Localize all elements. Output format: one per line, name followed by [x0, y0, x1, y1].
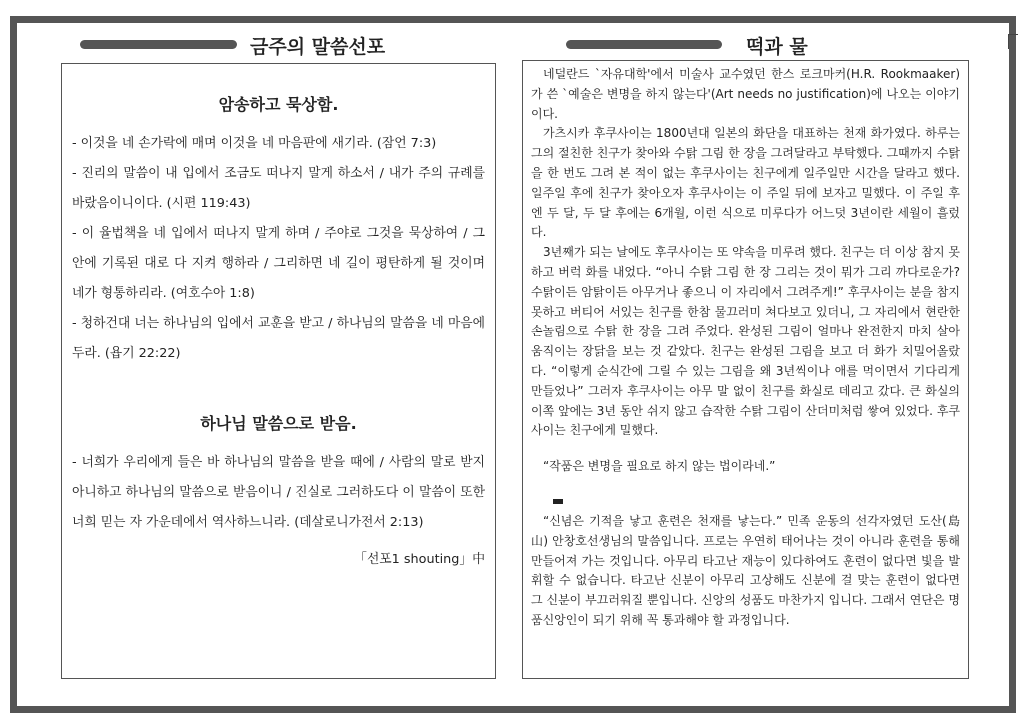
story-quote: “작품은 변명을 필요로 하지 않는 법이라네.” — [543, 459, 776, 474]
verse-item: - 청하건대 너는 하나님의 입에서 교훈을 받고 / 하나님의 말씀을 네 마음에 두라. (욥기 22:22) — [72, 316, 485, 361]
right-heading: 떡과 물 — [746, 36, 808, 58]
verse-item: - 진리의 말씀이 내 입에서 조금도 떠나지 말게 하소서 / 내가 주의 규례를 바랐음이니이다. (시편 119:43) — [72, 166, 485, 211]
section-title-receive: 하나님 말씀으로 받음. — [200, 414, 357, 433]
story-paragraph: 네덜란드 `자유대학'에서 미술사 교수였던 한스 로크마커(H.R. Rookmaaker)가 쓴 `예술은 변명을 하지 않는다'(Art needs no justification)에 나오는 이야기이다. — [531, 67, 960, 121]
verse-item: - 이 율법책을 네 입에서 떠나지 말게 하며 / 주야로 그것을 묵상하여 / 그 안에 기록된 대로 다 지켜 행하라 / 그리하면 네 길이 평탄하게 될 것이며 네가 형통하리라. (여호수아 1:8) — [72, 226, 485, 301]
right-heading-bar — [566, 40, 722, 49]
left-panel — [61, 63, 496, 679]
story-paragraph: 가츠시카 후쿠사이는 1800년대 일본의 화단을 대표하는 천재 화가였다. 하루는 그의 절친한 친구가 찾아와 수탉 그림 한 장을 그려달라고 부탁했다. 그때까지 수탉을 한 번도 그려 본 적이 없는 후쿠사이는 친구에게 일주일만 시간을 달라고 했다. 일주일 후에 친구가 찾아오자 후쿠사이는 이 주일 뒤에 보자고 밀했다. 이 주일 후엔 두 달, 두 달 후에는 6개월, 이런 식으로 미루다가 어느덧 3년이란 세월이 흘렀다. — [531, 126, 960, 240]
source-citation: 「선포1 shouting」中 — [354, 552, 485, 567]
right-panel — [522, 60, 969, 679]
corner-mark — [1008, 34, 1018, 49]
left-heading: 금주의 말씀선포 — [250, 36, 386, 58]
verse-item: - 너희가 우리에게 들은 바 하나님의 말씀을 받을 때에 / 사람의 말로 받지 아니하고 하나님의 말씀으로 받음이니 / 진실로 그러하도다 이 말씀이 또한 너희 믿는 자 가운데에서 역사하느니라. (데살로니가전서 2:13) — [72, 455, 485, 530]
section-title-memorize: 암송하고 묵상함. — [218, 95, 339, 114]
verse-item: - 이것을 네 손가락에 매며 이것을 네 마음판에 새기라. (잠언 7:3) — [72, 136, 437, 151]
left-heading-bar — [80, 40, 237, 49]
section-gap — [72, 369, 485, 403]
closing-paragraph: “신념은 기적을 낳고 훈련은 천재를 낳는다.” 민족 운동의 선각자였던 도산(島山) 안창호선생님의 말씀입니다. 프로는 우연히 태어나는 것이 아니라 훈련을 통해 만들어져 가는 것입니다. 아무리 타고난 재능이 있다하여도 훈련이 없다면 빛을 발휘할 수 없습니다. 타고난 신분이 아무리 고상해도 신분에 걸 맞는 훈련이 없다면 그 신분이 부끄러워질 뿐입니다. 신앙의 성품도 마찬가지 입니다. 그래서 연단은 명품신앙인이 되기 위해 꼭 통과해야 할 과정입니다. — [531, 513, 960, 627]
section-marker — [553, 499, 563, 504]
story-paragraph: 3년째가 되는 날에도 후쿠사이는 또 약속을 미루려 했다. 친구는 더 이상 참지 못하고 버럭 화를 내었다. “아니 수탉 그림 한 장 그리는 것이 뭐가 그리 까다로운가? 수탉이든 암탉이든 아무거나 좋으니 이 자리에서 그려주게!” 후쿠사이는 분을 참지 못하고 버티어 서있는 친구를 한참 물끄러미 쳐다보고 있더니, 그 자리에서 현란한 손놀림으로 수탉 한 장을 그려 주었다. 완성된 그림이 얼마나 완전한지 마치 살아 움직이는 장닭을 보는 것 같았다. 친구는 완성된 그림을 보고 더 화가 치밀어올랐다. “이렇게 순식간에 그릴 수 있는 그림을 왜 3년씩이나 애를 먹이면서 기다리게 만들었나” 그러자 후쿠사이는 아무 말 없이 친구를 화실로 데리고 갔다. 큰 화실의 이쪽 앞에는 3년 동안 쉬지 않고 습작한 수탉 그림이 산더미처럼 쌓여 있었다. 후쿠사이는 친구에게 밀했다. — [531, 245, 960, 438]
